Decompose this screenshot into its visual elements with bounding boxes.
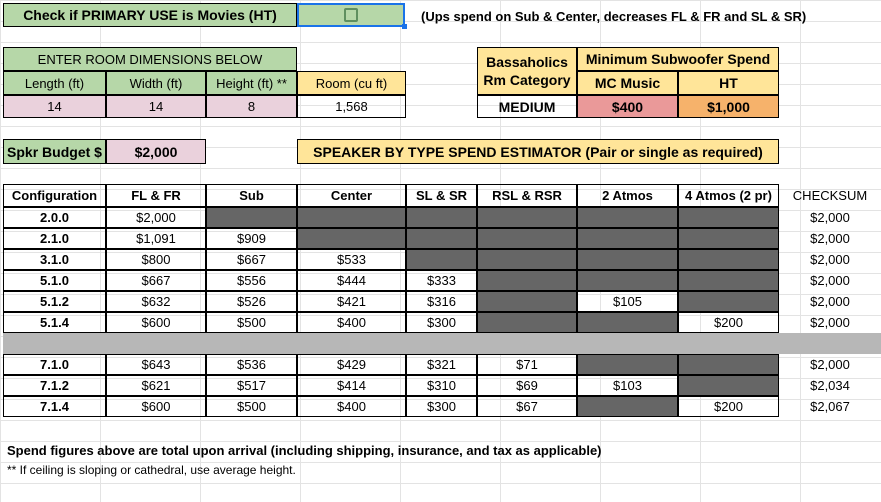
table-header-4: SL & SR [406, 184, 477, 207]
table-cell: $621 [106, 375, 206, 396]
table-cell [297, 228, 406, 249]
room-category-label-line2: Rm Category [483, 72, 571, 88]
table-cell: $2,034 [810, 378, 850, 393]
table-row-config: 2.0.0 [3, 207, 106, 228]
footnote-ceiling: ** If ceiling is sloping or cathedral, use average height. [7, 463, 296, 477]
table-cell: $2,000 [810, 231, 850, 246]
table-cell [678, 291, 779, 312]
table-cell: $400 [297, 312, 406, 333]
table-cell: $2,000 [810, 315, 850, 330]
table-cell [477, 249, 577, 270]
table-row-config: 5.1.2 [3, 291, 106, 312]
selection-handle[interactable] [402, 24, 407, 29]
table-header-7: 4 Atmos (2 pr) [678, 184, 779, 207]
height-input[interactable]: 8 [206, 95, 297, 118]
table-cell [406, 207, 477, 228]
table-cell: $2,000 [810, 357, 850, 372]
table-cell: $632 [106, 291, 206, 312]
table-cell: $444 [297, 270, 406, 291]
table-cell: $200 [678, 396, 779, 417]
table-cell: $2,067 [810, 399, 850, 414]
budget-label: Spkr Budget $ [3, 139, 106, 164]
table-cell: $500 [206, 312, 297, 333]
table-cell [678, 354, 779, 375]
table-separator-row [3, 333, 881, 354]
table-cell: $2,000 [810, 273, 850, 288]
table-cell: $300 [406, 312, 477, 333]
table-cell [678, 270, 779, 291]
table-cell [477, 291, 577, 312]
table-cell: $526 [206, 291, 297, 312]
mc-music-label: MC Music [577, 71, 678, 95]
height-label: Height (ft) ** [206, 71, 297, 95]
table-cell [577, 249, 678, 270]
table-cell: $533 [297, 249, 406, 270]
table-cell [678, 375, 779, 396]
table-header-6: 2 Atmos [577, 184, 678, 207]
table-cell: $536 [206, 354, 297, 375]
table-cell: $310 [406, 375, 477, 396]
table-row-config: 7.1.4 [3, 396, 106, 417]
table-cell [477, 207, 577, 228]
table-row-config: 7.1.0 [3, 354, 106, 375]
table-cell: $1,091 [106, 228, 206, 249]
table-cell: $414 [297, 375, 406, 396]
room-category-value: MEDIUM [477, 95, 577, 118]
table-cell: $500 [206, 396, 297, 417]
table-cell: $667 [106, 270, 206, 291]
table-cell [577, 396, 678, 417]
primary-use-note: (Ups spend on Sub & Center, decreases FL & FR and SL & SR) [421, 8, 807, 24]
table-cell: $103 [577, 375, 678, 396]
room-cu-label: Room (cu ft) [297, 71, 406, 95]
primary-use-checkbox-cell[interactable] [297, 3, 405, 27]
table-cell: $667 [206, 249, 297, 270]
budget-input[interactable]: $2,000 [106, 139, 206, 164]
length-input[interactable]: 14 [3, 95, 106, 118]
table-cell [577, 354, 678, 375]
table-cell: $600 [106, 396, 206, 417]
table-header-1: FL & FR [106, 184, 206, 207]
table-header-0: Configuration [3, 184, 106, 207]
length-label: Length (ft) [3, 71, 106, 95]
sub-spend-header: Minimum Subwoofer Spend [577, 47, 779, 71]
table-row-config: 5.1.4 [3, 312, 106, 333]
table-cell: $300 [406, 396, 477, 417]
table-row-config: 7.1.2 [3, 375, 106, 396]
table-cell: $316 [406, 291, 477, 312]
width-label: Width (ft) [106, 71, 206, 95]
table-header-2: Sub [206, 184, 297, 207]
table-cell: $400 [297, 396, 406, 417]
room-cu-value: 1,568 [297, 95, 406, 118]
table-row-config: 3.1.0 [3, 249, 106, 270]
table-cell: $517 [206, 375, 297, 396]
table-cell [406, 228, 477, 249]
table-cell: $200 [678, 312, 779, 333]
primary-use-label: Check if PRIMARY USE is Movies (HT) [3, 3, 297, 27]
table-cell: $2,000 [810, 294, 850, 309]
checkbox-icon[interactable] [344, 8, 358, 22]
table-cell: $2,000 [810, 210, 850, 225]
table-cell: $71 [477, 354, 577, 375]
table-header-8: CHECKSUM [792, 188, 868, 203]
table-cell: $643 [106, 354, 206, 375]
table-cell [678, 207, 779, 228]
table-cell: $69 [477, 375, 577, 396]
table-cell [206, 207, 297, 228]
table-cell [577, 270, 678, 291]
table-row-config: 5.1.0 [3, 270, 106, 291]
table-cell [477, 312, 577, 333]
table-cell [577, 207, 678, 228]
table-cell [297, 207, 406, 228]
table-cell [577, 228, 678, 249]
table-cell: $321 [406, 354, 477, 375]
width-input[interactable]: 14 [106, 95, 206, 118]
footnote-spend: Spend figures above are total upon arrival (including shipping, insurance, and tax as applicable) [7, 442, 602, 458]
table-cell [678, 228, 779, 249]
table-cell: $105 [577, 291, 678, 312]
ht-value: $1,000 [678, 95, 779, 118]
table-cell: $333 [406, 270, 477, 291]
table-header-3: Center [297, 184, 406, 207]
table-header-5: RSL & RSR [477, 184, 577, 207]
room-category-label [477, 47, 577, 95]
table-cell: $600 [106, 312, 206, 333]
table-cell: $909 [206, 228, 297, 249]
table-cell: $800 [106, 249, 206, 270]
table-cell: $67 [477, 396, 577, 417]
table-row-config: 2.1.0 [3, 228, 106, 249]
table-cell [477, 270, 577, 291]
room-category-label-line1: Bassaholics [486, 54, 568, 70]
table-cell [678, 249, 779, 270]
table-cell: $2,000 [810, 252, 850, 267]
ht-label: HT [678, 71, 779, 95]
table-cell: $556 [206, 270, 297, 291]
mc-music-value: $400 [577, 95, 678, 118]
table-cell [406, 249, 477, 270]
estimator-title: SPEAKER BY TYPE SPEND ESTIMATOR (Pair or single as required) [297, 139, 779, 164]
table-cell: $2,000 [106, 207, 206, 228]
table-cell [477, 228, 577, 249]
table-cell: $429 [297, 354, 406, 375]
room-dimensions-header: ENTER ROOM DIMENSIONS BELOW [3, 47, 297, 71]
table-cell [577, 312, 678, 333]
table-cell: $421 [297, 291, 406, 312]
